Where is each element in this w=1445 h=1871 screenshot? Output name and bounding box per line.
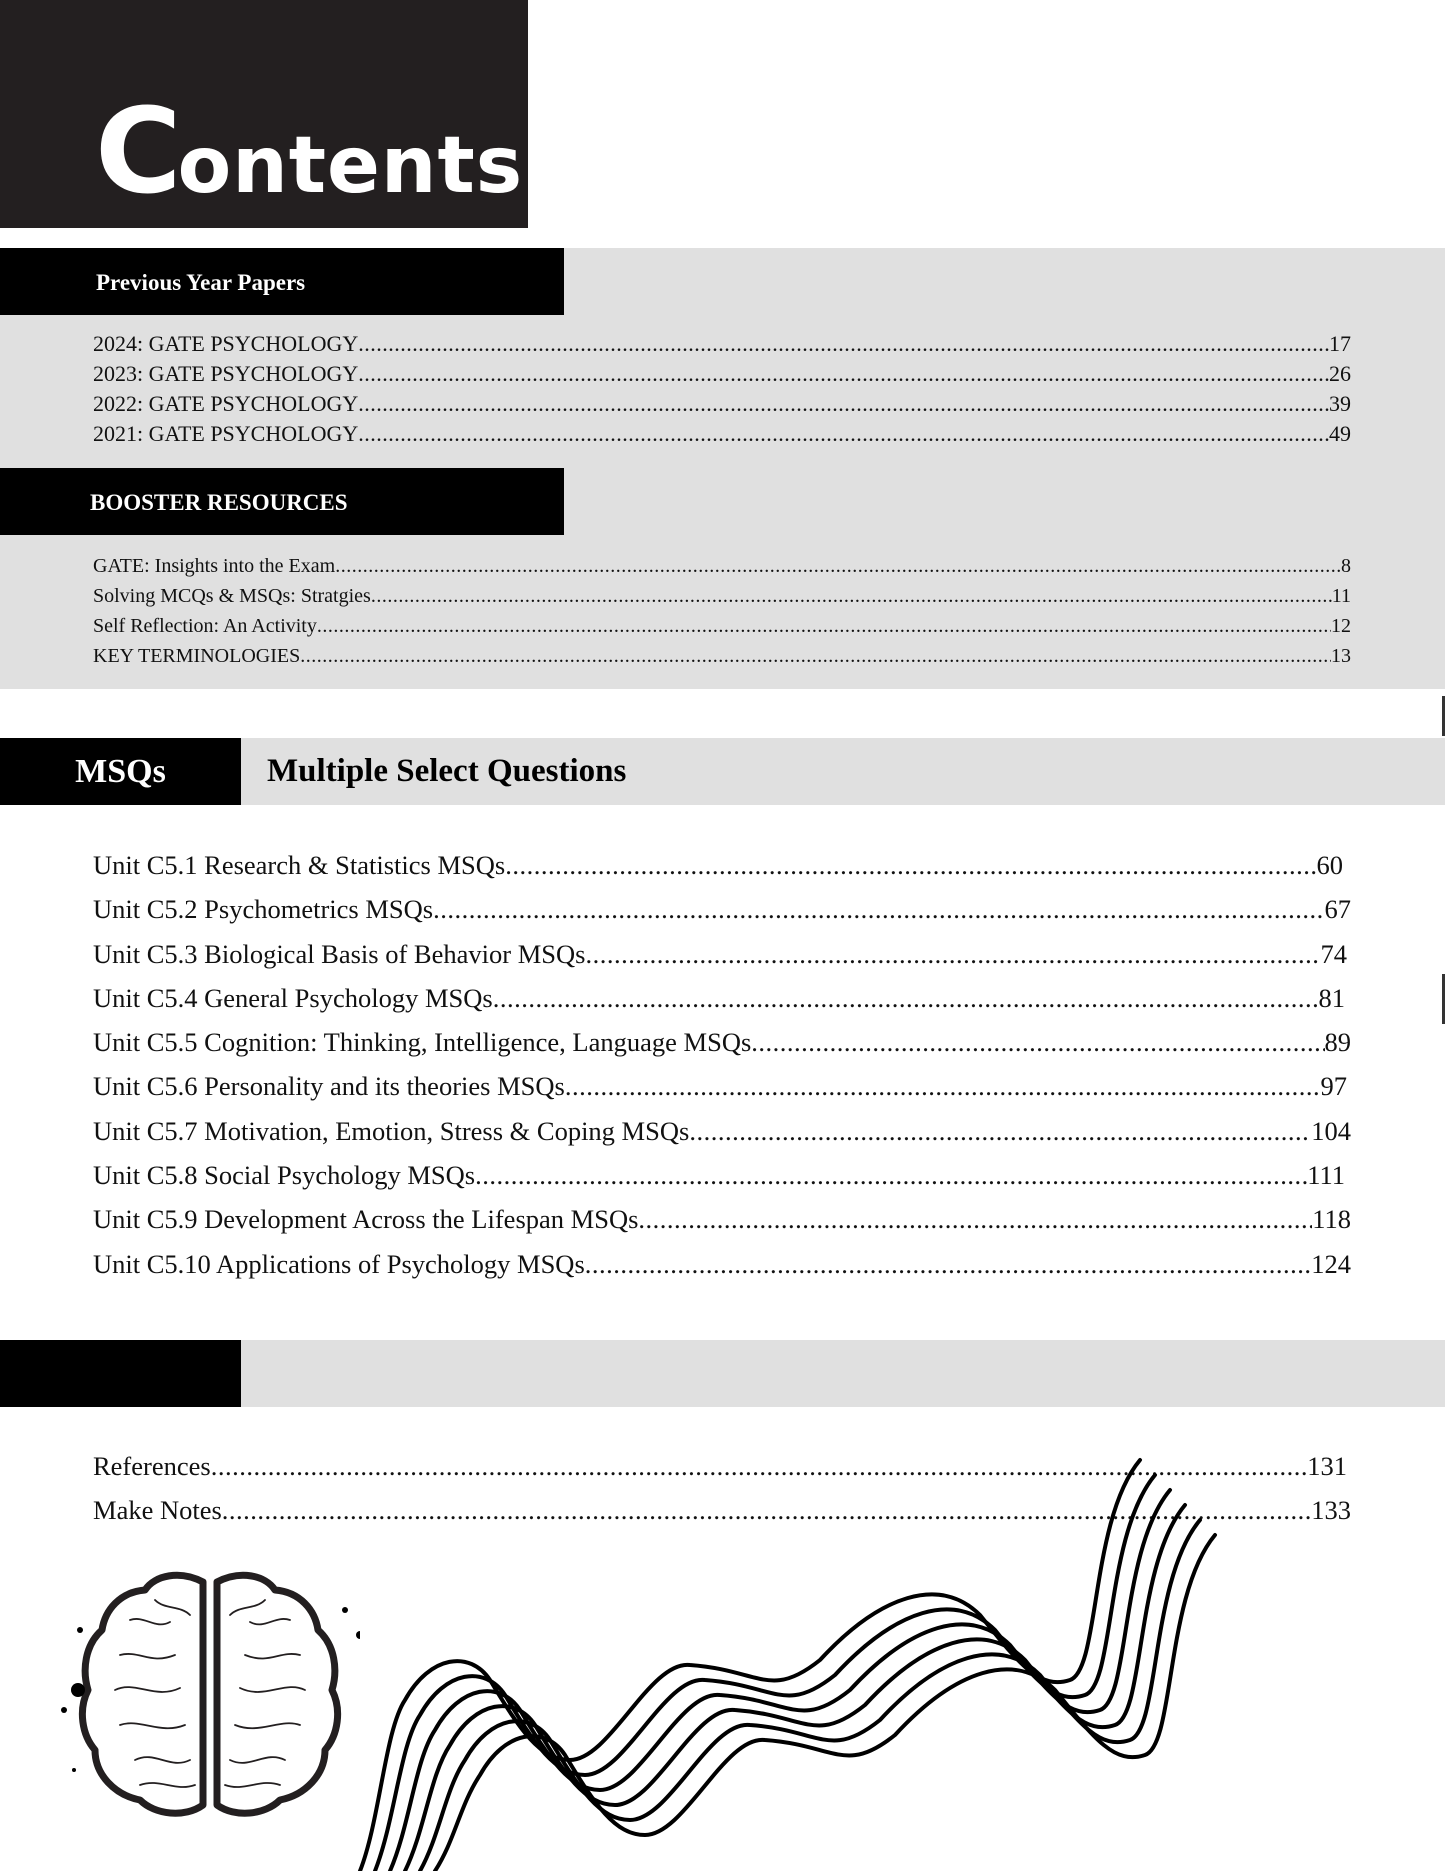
previous-year-papers-list: [93, 329, 1351, 449]
toc-entry[interactable]: Unit C5.7 Motivation, Emotion, Stress & Coping MSQs ..... 104: [93, 1109, 1351, 1153]
wavy-lines-icon: [340, 1400, 1445, 1871]
toc-entry[interactable]: Make Notes ..... 133: [93, 1488, 1351, 1532]
toc-entry[interactable]: Unit C5.4 General Psychology MSQs ..... 81: [93, 976, 1351, 1020]
toc-entry[interactable]: Unit C5.1 Research & Statistics MSQs ..... 60: [93, 843, 1351, 887]
toc-entry[interactable]: Solving MCQs & MSQs: Stratgies ..... 11: [93, 581, 1351, 611]
toc-entry[interactable]: Unit C5.3 Biological Basis of Behavior MSQs ..... 74: [93, 932, 1351, 976]
contents-title-block: [0, 0, 528, 228]
toc-entry[interactable]: Self Reflection: An Activity ..... 12: [93, 611, 1351, 641]
toc-entry[interactable]: 2021: GATE PSYCHOLOGY ..... 49: [93, 419, 1351, 449]
section-heading: Multiple Select Questions: [267, 753, 627, 789]
toc-entry[interactable]: Unit C5.5 Cognition: Thinking, Intelligence, Language MSQs ..... 89: [93, 1020, 1351, 1064]
toc-entry[interactable]: 2023: GATE PSYCHOLOGY ..... 26: [93, 359, 1351, 389]
section-header-booster-resources: BOOSTER RESOURCES: [0, 468, 564, 535]
section-tag: MSQs: [0, 738, 241, 805]
toc-entry[interactable]: Unit C5.10 Applications of Psychology MSQs ..... 124: [93, 1242, 1351, 1286]
toc-entry[interactable]: GATE: Insights into the Exam ..... 8: [93, 551, 1351, 581]
toc-entry[interactable]: References ..... 131: [93, 1444, 1351, 1488]
toc-entry[interactable]: Unit C5.2 Psychometrics MSQs ..... 67: [93, 887, 1351, 931]
section-tag: [0, 1340, 241, 1407]
toc-entry[interactable]: 2022: GATE PSYCHOLOGY ..... 39: [93, 389, 1351, 419]
toc-entry[interactable]: Unit C5.6 Personality and its theories MSQs ..... 97: [93, 1064, 1351, 1108]
page-title: Contents: [95, 82, 524, 220]
msqs-list: [93, 843, 1351, 1286]
toc-entry[interactable]: Unit C5.9 Development Across the Lifespan MSQs ..... 118: [93, 1197, 1351, 1241]
front-matter-panel: [0, 248, 1445, 689]
booster-resources-list: [93, 551, 1351, 671]
brain-illustration-icon: [60, 1560, 360, 1840]
section-header-msqs: [0, 738, 1445, 805]
section-header-previous-year-papers: Previous Year Papers: [0, 248, 564, 315]
section-header-appendix: [0, 1340, 1445, 1407]
toc-entry[interactable]: Unit C5.8 Social Psychology MSQs ..... 111: [93, 1153, 1351, 1197]
toc-entry[interactable]: 2024: GATE PSYCHOLOGY ..... 17: [93, 329, 1351, 359]
toc-entry[interactable]: KEY TERMINOLOGIES ..... 13: [93, 641, 1351, 671]
